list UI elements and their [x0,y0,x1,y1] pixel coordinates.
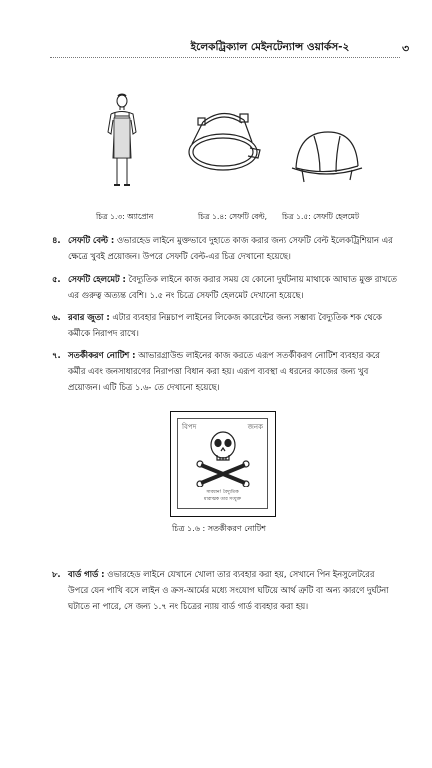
running-header-title: ইলেকট্রিক্যাল মেইনটেন্যান্স ওয়ার্কস-২ [190,41,350,53]
item-term: সেফটি হেলমেট : [68,274,126,284]
item-number: ৭. [52,350,61,360]
safety-belt-caption: চিত্র ১.৪: সেফটি বেল্ট, [198,212,268,221]
item-term: সতর্কীকরণ নোটিশ : [68,350,136,360]
list-item-safety-belt [52,232,397,264]
item-term: সেফটি বেল্ট : [68,235,115,245]
item-number: ৪. [52,235,61,245]
item-body: ওভারহেড লাইনে মুক্তভাবে দুহাতে কাজ করার জন্য সেফটি বেল্ট ইলেকট্রিশিয়ান এর ক্ষেত্রে খুবই প্রয়োজন। উপরে সেফটি বেল্ট-এর চিত্র দেখানো হয়েছে। [68,235,393,261]
item-term: বার্ড গার্ড : [68,569,105,579]
safety-helmet-figure [290,124,364,192]
item-number: ৫. [52,274,61,284]
item-body: ওভারহেড লাইনে যেখানে খোলা তার ব্যবহার করা হয়, সেখানে পিন ইনসুলেটরের উপরে যেন পাখি বসে লাইন ও ক্রস-আর্মের মধ্যে সংযোগ ঘটিয়ে আর্থ ত্রুটি বা অন্য কারণে দুর্ঘটনা ঘটাতে না পারে, সে জন্য ১.৭ নং চিত্রের ন্যায় বার্ড গার্ড ব্যবহার করা হয়। [68,569,389,611]
item-body: বৈদ্যুতিক লাইনে কাজ করার সময় যে কোনো দুর্ঘটনায় মাথাকে আঘাত মুক্ত রাখতে এর গুরুত্ব অত্যন্ত বেশি। ১.৫ নং চিত্রে সেফটি হেলমেট দেখানো হয়েছে। [68,274,397,300]
notice-line-1: সাবধান! বৈদ্যুতিক [206,490,239,495]
safety-belt-figure [180,104,266,184]
list-item-bird-guard [52,566,397,614]
notice-line-2: মারাত্মক তার সংযুক্ত [204,497,241,502]
safety-helmet-caption: চিত্র ১.৫: সেফটি হেলমেট [282,212,360,221]
skull-crossbones-icon [195,429,251,487]
page-number: ৩ [402,42,410,55]
notice-deadly-label: জনক [247,423,263,431]
item-body: এটার ব্যবহার নিম্নচাপ লাইনের লিকেজ কারেন্টের জন্য সম্ভাব্য বৈদ্যুতিক শক থেকে কর্মীকে নিরাপদ রাখে। [68,312,382,338]
item-body: আভারগ্রাউন্ড লাইনের কাজ করতে এরূপ সতর্কীকরণ নোটিশ ব্যবহার করে কর্মীর এবং জনসাধারণের নিরাপত্তা বিধান করা হয়। এরূপ ব্যবস্থা এ ধরনের কাজের জন্য খুব প্রয়োজন। এটি চিত্র ১.৬- তে দেখানো হয়েছে। [68,350,380,392]
list-item-warning-notice [52,347,397,395]
warning-notice-figure [170,411,276,517]
list-item-safety-helmet [52,271,397,303]
list-item-rubber-shoes [52,309,397,341]
warning-notice-caption: চিত্র ১.৬ : সতর্কীকরণ নোটিশ [172,524,267,533]
header-divider [50,57,400,58]
apron-figure [98,92,146,190]
notice-danger-label: বিপদ [182,423,197,431]
item-term: রবার জুতা : [68,312,110,322]
warning-notice-panel [177,418,268,509]
apron-caption: চিত্র ১.৩: অ্যাপ্রোন [96,212,154,221]
item-number: ৮. [52,569,61,579]
item-number: ৬. [52,312,61,322]
